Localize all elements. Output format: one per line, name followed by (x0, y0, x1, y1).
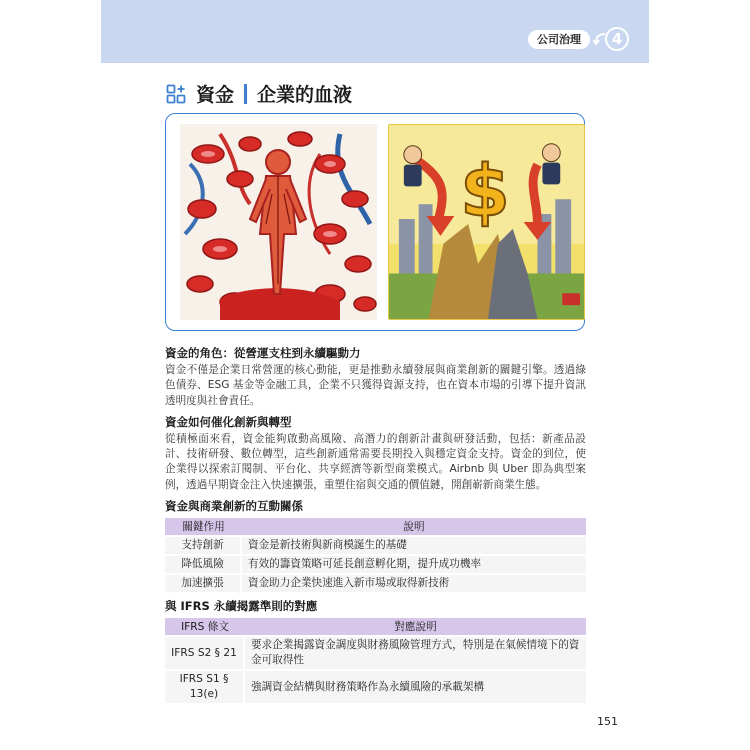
table-header-row (165, 518, 586, 535)
table-header-cell: 說明 (242, 518, 586, 535)
table-header-row (165, 618, 586, 635)
chapter-number: 4 (605, 27, 629, 51)
section-heading-innovation: 資金如何催化創新與轉型 (165, 414, 292, 429)
table-header-cell: 關鍵作用 (165, 518, 242, 535)
section-body-role: 資金不僅是企業日常營運的核心動能，更是推動永續發展與商業創新的關鍵引擎。透過綠色債券、ESG 基金等金融工具，企業不只獲得資源支持，也在資本市場的引導下提升資訊透明度與社會責任。 (165, 364, 586, 407)
market-crash-illustration (388, 124, 585, 320)
table1-heading: 資金與商業創新的互動關係 (165, 499, 303, 514)
table-row (165, 556, 586, 573)
table-cell: IFRS S2 § 21 (165, 637, 245, 669)
section-body-innovation: 從積極面來看，資金能夠啟動高風險、高潛力的創新計畫與研發活動，包括：新產品設計、技術研發、數位轉型，這些創新通常需要長期投入與穩定資金支持。資金的到位，使企業得以探索訂閱制、平台化、共享經濟等新型商業模式。Airbnb 與 Uber 即為典型案例，透過早期資金注入快速擴張，重塑住宿與交通的價值鏈，開創嶄新商業生態。 (165, 432, 586, 491)
table-cell: 要求企業揭露資金調度與財務風險管理方式，特別是在氣候情境下的資金可取得性 (245, 637, 586, 669)
table-cell: 加速擴張 (165, 575, 242, 592)
section-title (166, 80, 352, 107)
interaction-table (165, 516, 586, 594)
section-heading-role: 資金的角色：從營運支柱到永續驅動力 (165, 346, 361, 360)
svg-text:$: $ (460, 150, 510, 234)
title-part-2: 企業的血液 (257, 84, 353, 106)
table-cell: 資金是新技術與新商模誕生的基礎 (242, 537, 586, 554)
table-cell: 資金助力企業快速進入新市場或取得新技術 (242, 575, 586, 592)
chapter-label: 公司治理 (528, 30, 590, 49)
table-cell: 支持創新 (165, 537, 242, 554)
table-row (165, 637, 586, 669)
illustration-frame (165, 113, 585, 331)
table-row (165, 671, 586, 703)
table-row (165, 537, 586, 554)
table-row (165, 575, 586, 592)
chapter-tag (528, 27, 629, 51)
ifrs-table (165, 616, 586, 705)
table2-heading: 與 IFRS 永續揭露準則的對應 (165, 599, 318, 614)
header-band (101, 0, 649, 63)
table-header-cell: 對應說明 (245, 618, 586, 635)
main-content (165, 345, 586, 705)
table-cell: IFRS S1 § 13(e) (165, 671, 245, 703)
blood-cells-illustration (180, 124, 377, 320)
table-header-cell: IFRS 條文 (165, 618, 245, 635)
table-cell: 降低風險 (165, 556, 242, 573)
table-cell: 強調資金結構與財務策略作為永續風險的承載架構 (245, 671, 586, 703)
page-number: 151 (597, 715, 618, 728)
title-divider (244, 84, 247, 104)
grid-plus-icon (166, 84, 186, 104)
title-part-1: 資金 (196, 84, 235, 106)
table-cell: 有效的籌資策略可延長創意孵化期，提升成功機率 (242, 556, 586, 573)
